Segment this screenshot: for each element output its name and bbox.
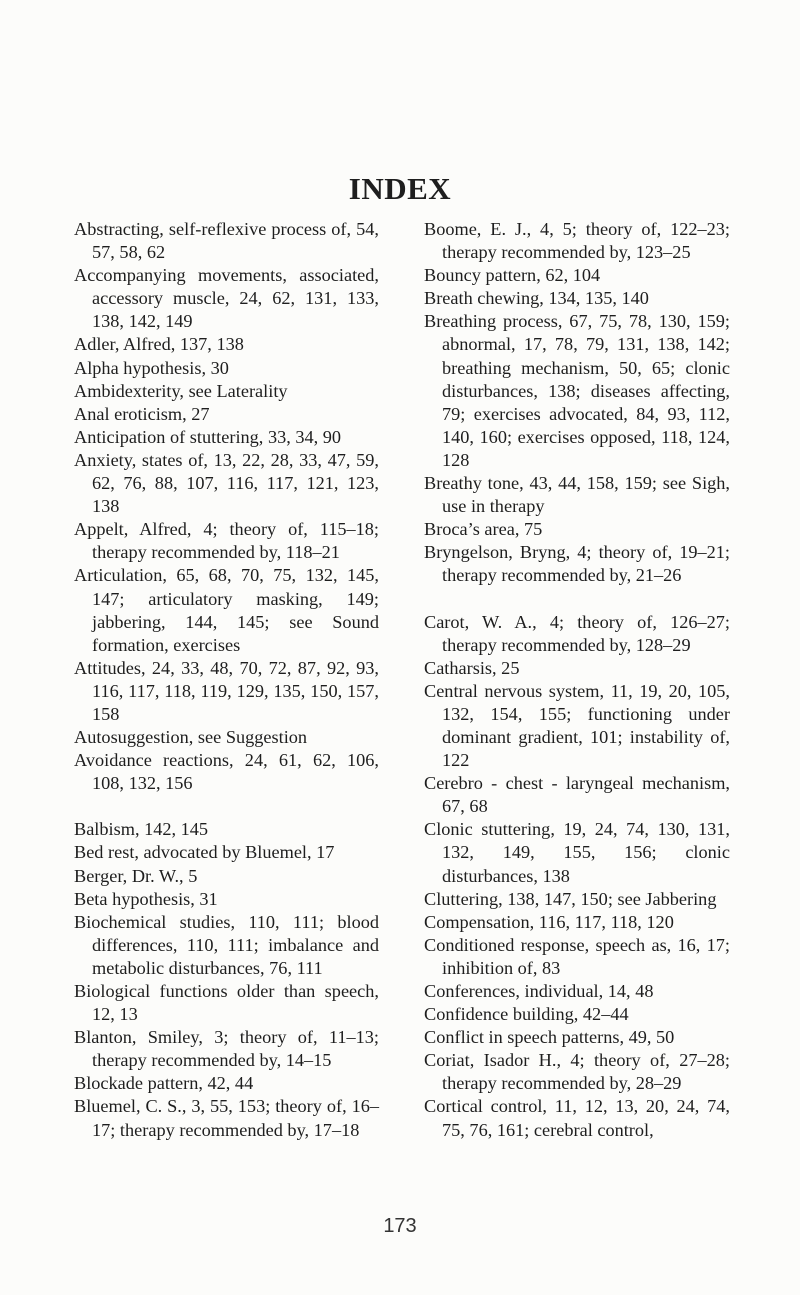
index-entry: Abstracting, self-reflexive process of, 54, 57, 58, 62: [74, 219, 379, 263]
index-entry: Blockade pattern, 42, 44: [74, 1073, 254, 1094]
index-entry: Biochemical studies, 110, 111; blood differences, 110, 111; imbalance and metabolic disturbances, 76, 111: [74, 911, 379, 978]
index-entry: Beta hypothesis, 31: [74, 888, 218, 909]
index-entry: Avoidance reactions, 24, 61, 62, 106, 108, 132, 156: [74, 750, 379, 794]
index-entry: Breath chewing, 134, 135, 140: [424, 288, 649, 309]
index-entry: Accompanying movements, associated, accessory muscle, 24, 62, 131, 133, 138, 142, 149: [74, 265, 379, 332]
index-entry: Compensation, 116, 117, 118, 120: [424, 911, 674, 932]
index-entry: Biological functions older than speech, 12, 13: [74, 981, 379, 1025]
index-entry: Breathing process, 67, 75, 78, 130, 159; abnormal, 17, 78, 79, 131, 138, 142; breathing mechanism, 50, 65; clonic disturbances, 138; diseases affecting, 79; exercises advocated, 84, 93, 112, 140, 160; exercises opposed, 118, 124, 128: [424, 311, 730, 470]
index-entry: Appelt, Alfred, 4; theory of, 115–18; therapy recommended by, 118–21: [74, 519, 379, 563]
index-entry: Bed rest, advocated by Bluemel, 17: [74, 842, 335, 863]
index-entry: Cerebro - chest - laryngeal mechanism, 67, 68: [424, 773, 730, 817]
index-entry: Catharsis, 25: [424, 657, 520, 678]
index-entry: Carot, W. A., 4; theory of, 126–27; therapy recommended by, 128–29: [424, 611, 730, 655]
index-entry: Conflict in speech patterns, 49, 50: [424, 1027, 675, 1048]
index-entry: Autosuggestion, see Suggestion: [74, 727, 308, 748]
index-entry: Breathy tone, 43, 44, 158, 159; see Sigh, use in therapy: [424, 473, 730, 517]
index-entry: Articulation, 65, 68, 70, 75, 132, 145, 147; articulatory masking, 149; jabbering, 144, 145; see Sound formation, exercises: [74, 565, 379, 655]
index-entry: Central nervous system, 11, 19, 20, 105, 132, 154, 155; functioning under dominant gradient, 101; instability of, 122: [424, 680, 730, 771]
index-entry: Coriat, Isador H., 4; theory of, 27–28; therapy recommended by, 28–29: [424, 1050, 730, 1094]
index-column-right: [424, 218, 730, 1142]
page-number: 173: [383, 1215, 417, 1237]
index-entry: Cortical control, 11, 12, 13, 20, 24, 74, 75, 76, 161; cerebral control,: [424, 1096, 730, 1140]
index-entry: Alpha hypothesis, 30: [74, 357, 229, 378]
index-entry: Confidence building, 42–44: [424, 1004, 629, 1025]
index-entry: Bryngelson, Bryng, 4; theory of, 19–21; therapy recommended by, 21–26: [424, 542, 730, 586]
index-entry: Bluemel, C. S., 3, 55, 153; theory of, 16–17; therapy recommended by, 17–18: [74, 1096, 379, 1140]
index-entry: Boome, E. J., 4, 5; theory of, 122–23; therapy recommended by, 123–25: [424, 219, 730, 263]
index-entry: Blanton, Smiley, 3; theory of, 11–13; therapy recommended by, 14–15: [74, 1027, 379, 1071]
index-entry: Anxiety, states of, 13, 22, 28, 33, 47, 59, 62, 76, 88, 107, 116, 117, 121, 123, 138: [74, 449, 379, 517]
index-entry: Anal eroticism, 27: [74, 403, 210, 424]
section-gap: [74, 795, 379, 818]
index-entry: Bouncy pattern, 62, 104: [424, 265, 601, 286]
section-gap: [424, 588, 730, 611]
index-entry: Conditioned response, speech as, 16, 17; inhibition of, 83: [424, 934, 730, 978]
index-entry: Ambidexterity, see Laterality: [74, 380, 288, 401]
index-entry: Cluttering, 138, 147, 150; see Jabbering: [424, 888, 717, 909]
index-entry: Attitudes, 24, 33, 48, 70, 72, 87, 92, 93, 116, 117, 118, 119, 129, 135, 150, 157, 158: [74, 657, 379, 724]
index-entry: Conferences, individual, 14, 48: [424, 981, 654, 1001]
index-column-left: [74, 218, 379, 1142]
index-entry: Adler, Alfred, 137, 138: [74, 334, 244, 355]
index-entry: Balbism, 142, 145: [74, 819, 209, 840]
page-title: INDEX: [348, 171, 452, 206]
index-entry: Anticipation of stuttering, 33, 34, 90: [74, 426, 342, 447]
index-entry: Clonic stuttering, 19, 24, 74, 130, 131, 132, 149, 155, 156; clonic disturbances, 138: [424, 819, 730, 886]
index-entry: Broca’s area, 75: [424, 519, 543, 540]
index-entry: Berger, Dr. W., 5: [74, 865, 198, 886]
